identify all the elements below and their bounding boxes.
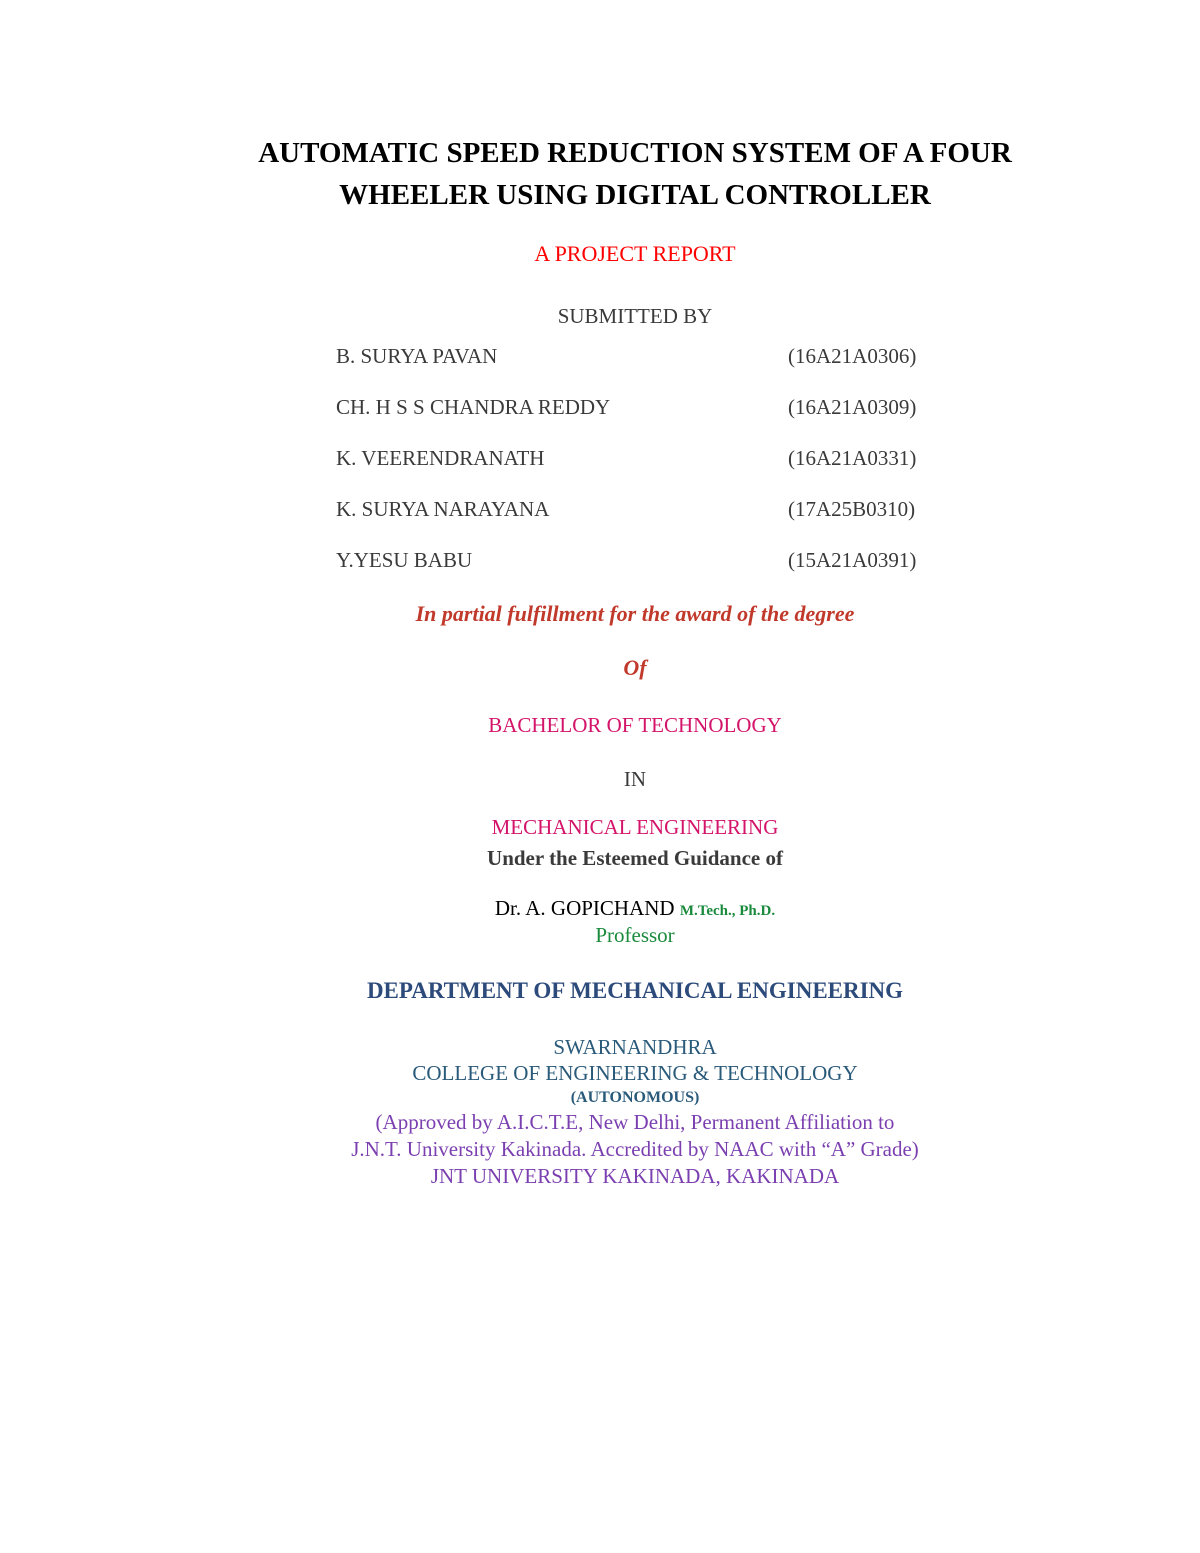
student-row [336, 395, 936, 423]
student-row [336, 548, 936, 576]
guide-designation: Professor [595, 923, 675, 947]
report-type: A PROJECT REPORT [534, 241, 736, 266]
student-name: CH. H S S CHANDRA REDDY [336, 395, 611, 419]
student-name: B. SURYA PAVAN [336, 344, 498, 368]
college-name-line-2: COLLEGE OF ENGINEERING & TECHNOLOGY [412, 1061, 858, 1085]
student-roll: (15A21A0391) [788, 548, 917, 572]
guide-name: Dr. A. GOPICHAND [494, 896, 675, 920]
title-line-1: AUTOMATIC SPEED REDUCTION SYSTEM OF A FOUR [258, 137, 1012, 169]
student-name: Y.YESU BABU [336, 548, 473, 572]
guide-line [0, 896, 1200, 921]
student-roll: (16A21A0309) [788, 395, 917, 419]
approval-line-3: JNT UNIVERSITY KAKINADA, KAKINADA [430, 1164, 840, 1188]
approval-line-1: (Approved by A.I.C.T.E, New Delhi, Permanent Affiliation to [375, 1110, 895, 1134]
submitted-by-label: SUBMITTED BY [557, 304, 713, 328]
guide-qualifications: M.Tech., Ph.D. [679, 903, 776, 919]
student-name: K. SURYA NARAYANA [336, 497, 550, 521]
title-line-2: WHEELER USING DIGITAL CONTROLLER [339, 179, 931, 211]
branch-name: MECHANICAL ENGINEERING [491, 815, 779, 839]
in-text: IN [623, 767, 647, 791]
department-name: DEPARTMENT OF MECHANICAL ENGINEERING [366, 978, 904, 1003]
student-row [336, 497, 936, 525]
student-row [336, 344, 936, 372]
college-status: (AUTONOMOUS) [570, 1089, 700, 1106]
student-roll: (17A25B0310) [788, 497, 916, 521]
degree-name: BACHELOR OF TECHNOLOGY [488, 713, 782, 737]
student-roll: (16A21A0306) [788, 344, 917, 368]
student-roll: (16A21A0331) [788, 446, 917, 470]
student-name: K. VEERENDRANATH [336, 446, 545, 470]
approval-line-2: J.N.T. University Kakinada. Accredited by NAAC with “A” Grade) [351, 1137, 919, 1161]
partial-fulfillment-text: In partial fulfillment for the award of the degree [415, 601, 855, 626]
guidance-text: Under the Esteemed Guidance of [487, 846, 783, 870]
of-text: Of [623, 655, 647, 680]
student-row [336, 446, 936, 474]
college-name-line-1: SWARNANDHRA [553, 1035, 717, 1059]
